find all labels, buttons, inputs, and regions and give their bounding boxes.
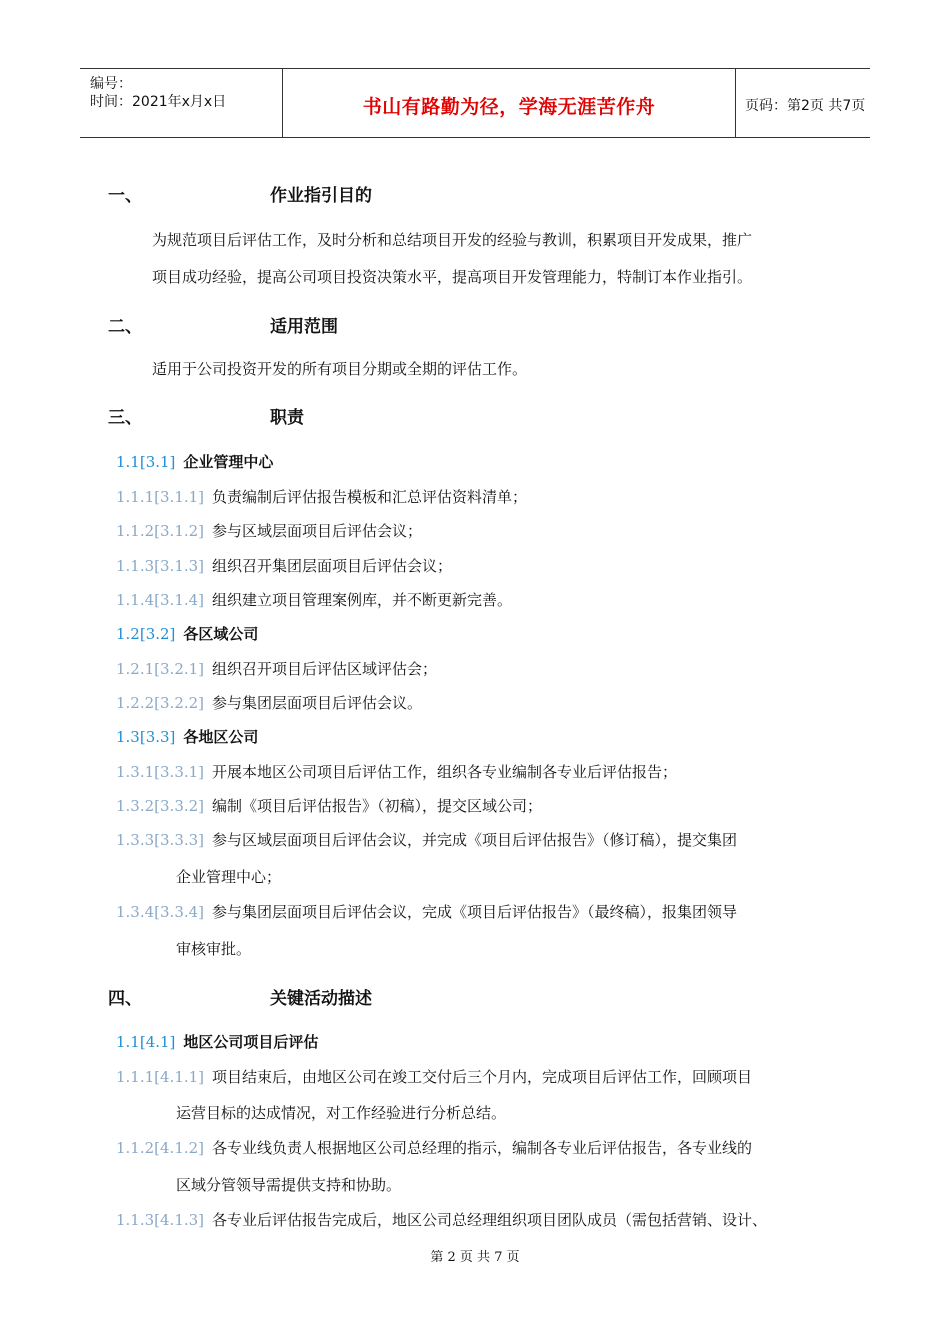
header-motto-cell (282, 69, 736, 137)
item-number: 1.3.1[3.3.1] (116, 763, 205, 781)
item-text: 参与区域层面项目后评估会议； (212, 522, 423, 540)
list-item (116, 1209, 767, 1230)
item-text: 组织召开集团层面项目后评估会议； (212, 557, 453, 575)
item-text: 各专业后评估报告完成后，地区公司总经理组织项目团队成员（需包括营销、设计、 (212, 1211, 768, 1229)
subsection-title: 企业管理中心 (183, 453, 274, 471)
item-text: 组织召开项目后评估区域评估会； (212, 660, 438, 678)
list-item (116, 761, 677, 782)
item-continuation: 审核审批。 (176, 940, 252, 958)
subsection-heading (116, 623, 258, 644)
subsection-number: 1.2[3.2] (116, 625, 176, 643)
list-item (116, 795, 542, 816)
purpose-line-1: 为规范项目后评估工作，及时分析和总结项目开发的经验与教训，积累项目开发成果，推广 (152, 231, 753, 249)
purpose-line-2: 项目成功经验，提高公司项目投资决策水平，提高项目开发管理能力，特制订本作业指引。 (152, 268, 753, 286)
section-number: 二、 (108, 317, 142, 337)
document-date: 时间：2021年x月x日 (90, 94, 227, 110)
subsection-title: 各地区公司 (183, 728, 259, 746)
subsection-heading (116, 1031, 318, 1052)
page-header (80, 68, 870, 138)
list-item (116, 1066, 752, 1087)
subsection-number: 1.1[3.1] (116, 453, 176, 471)
list-item (116, 692, 422, 713)
item-text: 项目结束后，由地区公司在竣工交付后三个月内，完成项目后评估工作，回顾项目 (212, 1068, 753, 1086)
item-number: 1.1.1[3.1.1] (116, 488, 205, 506)
header-left-cell (80, 69, 282, 137)
item-text: 各专业线负责人根据地区公司总经理的指示，编制各专业后评估报告，各专业线的 (212, 1139, 753, 1157)
list-item (116, 829, 737, 850)
subsection-number: 1.3[3.3] (116, 728, 176, 746)
item-number: 1.3.3[3.3.3] (116, 831, 205, 849)
item-number: 1.1.4[3.1.4] (116, 591, 205, 609)
list-item (116, 555, 452, 576)
section-title: 适用范围 (270, 317, 338, 337)
item-continuation: 企业管理中心； (176, 868, 282, 886)
subsection-heading (116, 726, 258, 747)
section-title: 关键活动描述 (270, 989, 372, 1009)
item-text: 参与区域层面项目后评估会议，并完成《项目后评估报告》（修订稿），提交集团 (212, 831, 738, 849)
page-footer: 第 2 页 共 7 页 (430, 1250, 520, 1265)
item-text: 编制《项目后评估报告》（初稿），提交区域公司； (212, 797, 543, 815)
item-number: 1.1.3[4.1.3] (116, 1211, 205, 1229)
item-number: 1.3.4[3.3.4] (116, 903, 205, 921)
section-title: 作业指引目的 (270, 186, 372, 206)
item-number: 1.3.2[3.3.2] (116, 797, 205, 815)
list-item (116, 1137, 752, 1158)
section-number: 三、 (108, 408, 142, 428)
item-text: 开展本地区公司项目后评估工作，组织各专业编制各专业后评估报告； (212, 763, 678, 781)
section-title: 职责 (270, 408, 304, 428)
item-text: 组织建立项目管理案例库，并不断更新完善。 (212, 591, 513, 609)
header-motto: 书山有路勤为径，学海无涯苦作舟 (362, 96, 656, 118)
subsection-heading (116, 451, 273, 472)
list-item (116, 520, 422, 541)
item-number: 1.1.2[3.1.2] (116, 522, 205, 540)
list-item (116, 589, 512, 610)
item-continuation: 区域分管领导需提供支持和协助。 (176, 1176, 402, 1194)
list-item (116, 901, 737, 922)
header-page-info: 页码：第2页 共7页 (745, 98, 866, 114)
subsection-title: 地区公司项目后评估 (183, 1033, 319, 1051)
subsection-title: 各区域公司 (183, 625, 259, 643)
item-number: 1.1.2[4.1.2] (116, 1139, 205, 1157)
list-item (116, 486, 527, 507)
subsection-number: 1.1[4.1] (116, 1033, 176, 1051)
item-number: 1.2.2[3.2.2] (116, 694, 205, 712)
document-number-label: 编号： (90, 76, 132, 92)
item-text: 参与集团层面项目后评估会议，完成《项目后评估报告》（最终稿），报集团领导 (212, 903, 738, 921)
header-right-cell (735, 69, 870, 137)
section-number: 四、 (108, 989, 142, 1009)
section-number: 一、 (108, 186, 142, 206)
item-continuation: 运营目标的达成情况，对工作经验进行分析总结。 (176, 1104, 507, 1122)
item-text: 负责编制后评估报告模板和汇总评估资料清单； (212, 488, 528, 506)
item-text: 参与集团层面项目后评估会议。 (212, 694, 423, 712)
item-number: 1.1.1[4.1.1] (116, 1068, 205, 1086)
item-number: 1.2.1[3.2.1] (116, 660, 205, 678)
scope-line-1: 适用于公司投资开发的所有项目分期或全期的评估工作。 (152, 360, 528, 378)
item-number: 1.1.3[3.1.3] (116, 557, 205, 575)
list-item (116, 658, 437, 679)
